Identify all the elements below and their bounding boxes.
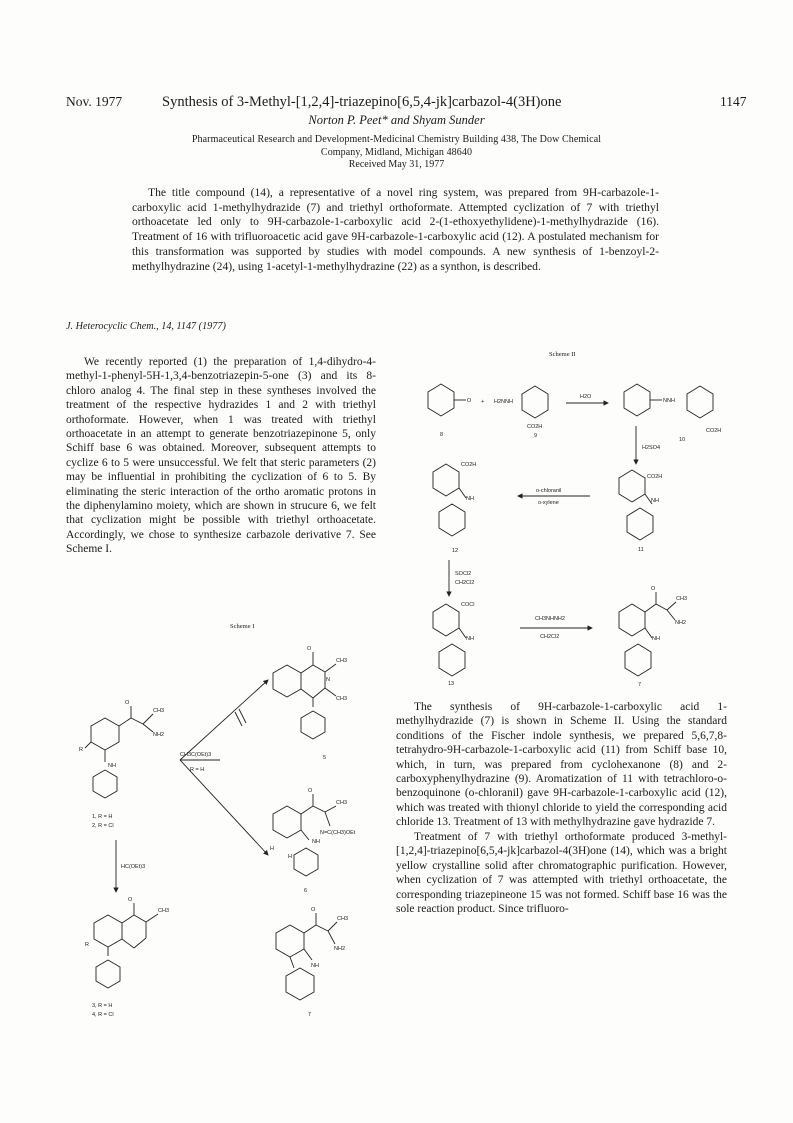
- scheme-2: [428, 384, 721, 688]
- r-group-label-3: R: [85, 942, 89, 948]
- ch3-label-5b: CH3: [336, 696, 348, 702]
- compound-7-ring-c: [625, 644, 651, 676]
- oxo-label: O: [467, 398, 472, 404]
- h-label-6a: H: [270, 846, 274, 852]
- scheme-1-title: Scheme I: [230, 623, 255, 630]
- compound-8-number: 8: [440, 432, 444, 438]
- nh-label-7b: NH: [652, 636, 660, 642]
- compound-9-ring: [522, 386, 548, 418]
- compound-11-aromatic-ring: [619, 470, 645, 502]
- carbonyl-o-label-5: O: [307, 646, 312, 652]
- compound-12-ring-a: [433, 464, 459, 496]
- compound-5-number: 5: [323, 755, 327, 761]
- nh2-label: NH2: [153, 732, 165, 738]
- compound-3-label: 3, R = H: [92, 1003, 113, 1009]
- abstract: The title compound (14), a representative of a novel ring system, was prepared from 9H-carbazole-1-carboxylic acid 1-methylhydrazide (7) and triethyl orthoformate. Attempted cyclization of 7 with triethyl orthoacetate led only to 9H-carbazole-1-carboxylic acid 2-(1-ethoxyethylidene)-1-methylhydrazide (16). Treatment of 16 with trifluoroacetic acid gave 9H-carbazole-1-carboxylic acid (12). A postulated mechanism for this transformation was supported by studies with model compounds. A new synthesis of 1-benzoyl-2-methylhydrazine (24), using 1-acetyl-1-methylhydrazine (22) as a synthon, is described.: [132, 186, 659, 273]
- hydrazine-label: H2NNH: [494, 399, 513, 405]
- journal-citation: J. Heterocyclic Chem., 14, 1147 (1977): [66, 321, 226, 332]
- compound-7-number: 7: [308, 1012, 312, 1018]
- compound-5-structure: [273, 652, 336, 739]
- ch3-label-7: CH3: [337, 916, 349, 922]
- body-paragraph-left-1: We recently reported (1) the preparation of 1,4-dihydro-4-methyl-1-phenyl-5H-1,3,4-benzotriazepin-5-one (3) and its 8-chloro analog 4. The final step in these syntheses involved the treatment of the respective hydrazides 1 and 2 with triethyl orthoformate. However, when 1 was treated with triethyl orthoacetate in an attempt to generate benzotriazepinone 5, only Schiff base 6 was obtained. Moreover, subsequent attempts to cyclize 6 to 5 were unsuccessful. We felt that steric parameters (2) may be influential in prohibiting the cyclization of 6 to 5. By eliminating the steric interaction of the ortho aromatic protons in the diphenylamino moiety, which are shown in strucure 6, we felt that cyclization might be possible with triethyl orthoacetate. Accordingly, we chose to synthesize carbazole derivative 7. See Scheme I.: [66, 356, 376, 556]
- co2h-label-12: CO2H: [461, 462, 477, 468]
- carbonyl-o-label-3: O: [128, 897, 133, 903]
- nh2-label-7: NH2: [334, 946, 346, 952]
- scheme-1: [79, 646, 356, 1018]
- reagent-sulfuric-acid: H2SO4: [642, 445, 661, 451]
- affiliation-line-1: Pharmaceutical Research and Development-Medicinal Chemistry Building 438, The Dow Chemical: [191, 134, 602, 145]
- nh-label-13: NH: [466, 636, 474, 642]
- arrow-to-6: [180, 760, 268, 855]
- affiliation-line-2: Company, Midland, Michigan 48640: [320, 147, 473, 158]
- cocl-label: COCl: [461, 602, 475, 608]
- compound-2-label: 2, R = Cl: [92, 823, 114, 829]
- article-title: Synthesis of 3-Methyl-[1,2,4]-triazepino[6,5,4-jk]carbazol-4(3H)one: [162, 94, 562, 110]
- nh-label: NH: [108, 763, 116, 769]
- nh-label-12: NH: [466, 496, 474, 502]
- nh2-label-7b: NH2: [675, 620, 687, 626]
- nh-label-6: NH: [312, 839, 320, 845]
- r-group-label: R: [79, 747, 83, 753]
- ch3-label-5a: CH3: [336, 658, 348, 664]
- ch3-label-7b: CH3: [676, 596, 688, 602]
- condition-r-h: R = H: [190, 767, 205, 773]
- scheme-2-title: Scheme II: [549, 351, 576, 358]
- compound-6-number: 6: [304, 888, 308, 894]
- compound-1-label: 1, R = H: [92, 814, 113, 820]
- nnh-label: NNH: [663, 398, 675, 404]
- body-paragraph-right-1: The synthesis of 9H-carbazole-1-carboxylic acid 1-methylhydrazide (7) is shown in Scheme II. Using the standard conditions of the Fischer indole synthesis, we prepared 5,6,7,8-tetrahydro-9H-carbazole-1-carboxylic acid (11) from Schiff base 10, which, in turn, was prepared from cyclohexanone (8) and 2-carboxyphenylhydrazine (9). Aromatization of 11 with tetrachloro-o-benzoquinone (o-chloranil) gave 9H-carbazole-1-carboxylic acid (12), which was treated with thionyl chloride to yield the corresponding acid chloride 13. Treatment of 13 with methylhydrazine gave hydrazide 7.: [396, 701, 727, 829]
- h-label-6b: H: [288, 854, 292, 860]
- compound-7-structure-scheme1: [276, 913, 337, 1000]
- carbonyl-o-label: O: [125, 700, 130, 706]
- solvent-dichloromethane-2: CH2Cl2: [540, 634, 560, 640]
- solvent-xylene: o-xylene: [538, 500, 559, 506]
- plus-sign: +: [481, 399, 485, 405]
- received-date: Received May 31, 1977: [348, 159, 445, 170]
- compound-12-ring-c: [439, 504, 465, 536]
- co2h-label-9: CO2H: [527, 424, 543, 430]
- reagent-methylhydrazine: CH3NHNH2: [535, 616, 565, 622]
- page-number: 1147: [720, 94, 747, 109]
- ch3-label-3: CH3: [158, 908, 170, 914]
- compound-10-cyclohexyl: [624, 384, 650, 416]
- ch3-label: CH3: [153, 708, 165, 714]
- reagent-chloranil: o-chloranil: [536, 488, 562, 494]
- compound-9-number: 9: [534, 433, 538, 439]
- compound-11-saturated-ring: [627, 508, 653, 540]
- compound-10-ring: [687, 386, 713, 418]
- compound-3-4-structure: [94, 903, 158, 988]
- compound-7-number-b: 7: [638, 682, 642, 688]
- compound-1-2-structure: [85, 706, 153, 798]
- reagent-triethyl-orthoacetate: CH3C(OEt)3: [180, 752, 212, 758]
- co2h-label-10: CO2H: [706, 428, 722, 434]
- compound-11-number: 11: [638, 547, 644, 553]
- ch3-label-6: CH3: [336, 800, 348, 806]
- compound-7-ring-a: [619, 604, 645, 636]
- compound-4-label: 4, R = Cl: [92, 1012, 114, 1018]
- reagent-thionyl-chloride: SOCl2: [455, 571, 472, 577]
- compound-13-ring-a: [433, 604, 459, 636]
- body-paragraph-right-2: Treatment of 7 with triethyl orthoformate produced 3-methyl-[1,2,4]-triazepino[6,5,4-jk]carbazol-4(3H)one (14), which was a bright yellow crystalline solid after chromatographic purification. However, when cyclization of 7 was attempted with triethyl orthoacetate, the corresponding triazepineone 15 was not formed. Schiff base 16 was the sole reaction product. Since trifluoro-: [396, 831, 727, 916]
- compound-10-number: 10: [679, 437, 686, 443]
- carbonyl-o-label-7: O: [311, 907, 316, 913]
- cyclohexanone-ring: [428, 384, 454, 416]
- reagent-triethyl-orthoformate: HC(OEt)3: [121, 864, 146, 870]
- arrow-to-5: [180, 680, 268, 760]
- carbonyl-o-label-7b: O: [651, 586, 656, 592]
- schiff-chain-label: N=C(CH3)OEt: [320, 830, 356, 836]
- carbonyl-o-label-6: O: [308, 788, 313, 794]
- n-label-5: N: [326, 677, 330, 683]
- co2h-label-11: CO2H: [647, 474, 663, 480]
- running-header-date: Nov. 1977: [66, 94, 123, 109]
- reagent-water: H2O: [580, 394, 592, 400]
- compound-12-number: 12: [452, 548, 459, 554]
- nh-label-7: NH: [311, 963, 319, 969]
- solvent-dichloromethane: CH2Cl2: [455, 580, 475, 586]
- nh-label-11: NH: [651, 498, 659, 504]
- compound-13-ring-c: [439, 644, 465, 676]
- compound-13-number: 13: [448, 681, 455, 687]
- authors: Norton P. Peet* and Shyam Sunder: [308, 113, 485, 127]
